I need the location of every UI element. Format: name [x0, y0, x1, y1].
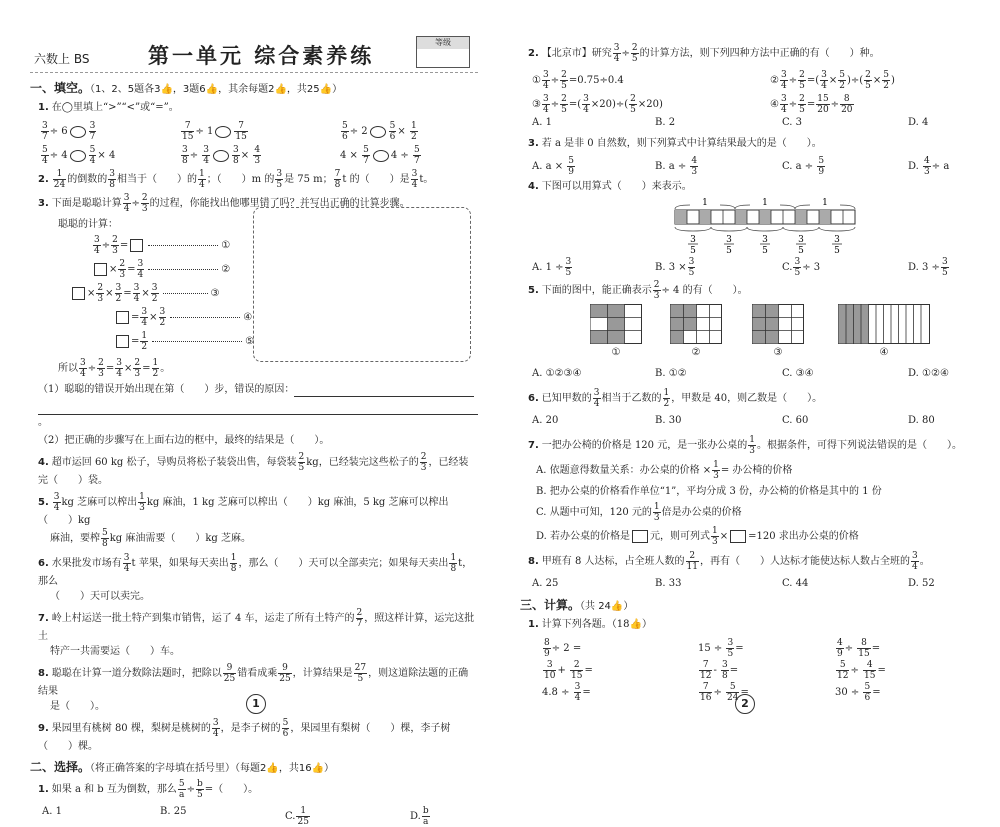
option-b[interactable]: B. 3 × $\frac{3}{5}$ — [655, 257, 695, 278]
answer-box[interactable] — [130, 239, 143, 252]
fraction-strip-svg — [655, 197, 895, 255]
svg-text:1: 1 — [822, 198, 828, 208]
svg-text:5: 5 — [690, 246, 696, 255]
answer-line[interactable] — [294, 396, 474, 397]
option-r7-d[interactable]: D. 若办公桌的价格是 元，则可列式 $\frac{1}{3}$ × =120 求出办公桌的价格 — [536, 526, 859, 547]
page-number-left: 1 — [246, 694, 266, 714]
svg-text:3: 3 — [690, 235, 696, 245]
svg-text:3: 3 — [762, 235, 768, 245]
option-a[interactable]: A. 1 — [532, 117, 552, 128]
option-d[interactable]: D. $\frac{4}{3}$ ÷ a — [908, 156, 950, 177]
option-b[interactable]: B. 33 — [655, 578, 682, 589]
option-b[interactable]: B. 30 — [655, 415, 682, 426]
compare-circle[interactable] — [213, 150, 229, 162]
calc-steps: $\frac{3}{4}$ ÷ $\frac{2}{3}$ = ① × $\frac{2}{3}$ = $\frac{3}{4}$ ② × $\frac{2}{3}$ × $\frac{3}{2}$ = $\frac{3}{4}$ × $\frac{3}{2}$ ③ = $\frac{3}{4}$ × $\frac{3}{2}$ ④ = $\frac{1}{2}$ ⑤ — [30, 235, 478, 355]
svg-text:3: 3 — [726, 235, 732, 245]
method-row-2: ③ $\frac{3}{4}$ ÷ $\frac{2}{5}$ =( $\frac{3}{4}$ ×20)÷( $\frac{2}{5}$ ×20) ④ $\frac{3}{4}$ ÷ $\frac{2}{5}$ = $\frac{15}{20}$ ÷ $\frac{8}{20}$ — [532, 94, 853, 115]
option-b[interactable]: B. 2 — [655, 117, 676, 128]
calc-row-3: 4.8 ÷ $\frac{3}{4}$ = $\frac{7}{16}$ ÷ $\frac{5}{24}$ = 30 ÷ $\frac{5}{6}$ = — [542, 682, 881, 703]
answer-box[interactable] — [72, 287, 85, 300]
option-c[interactable]: C. 44 — [782, 578, 809, 589]
page-header — [30, 40, 478, 73]
calc-row-1: $\frac{8}{9}$ ÷ 2 = 15 ÷ $\frac{3}{5}$ = $\frac{4}{9}$ ÷ $\frac{8}{15}$ = — [544, 638, 881, 659]
compare-row-2: $\frac{5}{4}$ ÷ 4 $\frac{5}{4}$ × 4 $\frac{3}{8}$ ÷ $\frac{3}{4}$ $\frac{3}{8}$ × $\frac{4}{3}$ 4 × $\frac{5}{7}$ 4 ÷ $\frac{5}{7}$ — [42, 145, 420, 166]
question-r6: 6. 已知甲数的 $\frac{3}{4}$ 相当于乙数的 $\frac{1}{2}$ ，甲数是 40，则乙数是（ ）。 — [528, 388, 823, 409]
grade-label: 等级 — [417, 37, 469, 49]
answer-box[interactable] — [116, 335, 129, 348]
question-r5: 5. 下面的图中，能正确表示 $\frac{2}{3}$ ÷ 4 的有（ ）。 — [528, 280, 748, 301]
option-c[interactable]: C. 3 — [782, 117, 803, 128]
figure-1: ① — [590, 304, 642, 358]
question-8: 8. 聪聪在计算一道分数除法题时，把除以 $\frac{9}{25}$ 错看成乘 $\frac{9}{25}$ ，计算结果是 $\frac{27}{5}$ ，则这道除法题的正确结果 是（ ）。 — [38, 663, 469, 712]
compare-row-1: $\frac{3}{7}$ ÷ 6 $\frac{3}{7}$ $\frac{7}{15}$ ÷ 1 $\frac{7}{15}$ $\frac{5}{6}$ ÷ 2 $\frac{5}{6}$ × $\frac{1}{2}$ — [42, 121, 417, 142]
compare-circle[interactable] — [370, 126, 386, 138]
right-page — [500, 0, 1000, 735]
question-r8: 8. 甲班有 8 人达标，占全班人数的 $\frac{2}{11}$ ，再有（ ）人达标才能使达标人数占全班的 $\frac{3}{4}$ 。 — [528, 551, 930, 572]
answer-box[interactable] — [116, 311, 129, 324]
option-d[interactable]: D. 52 — [908, 578, 935, 589]
svg-text:1: 1 — [702, 198, 708, 208]
option-d[interactable]: D. 3 ÷ $\frac{3}{5}$ — [908, 257, 948, 278]
options-r5 — [520, 366, 972, 384]
calc-conclusion: 所以 $\frac{3}{4}$ ÷ $\frac{2}{3}$ = $\frac{3}{4}$ × $\frac{2}{3}$ = $\frac{1}{2}$ 。 — [58, 358, 171, 379]
option-r7-a[interactable]: A. 依题意得数量关系：办公桌的价格 × $\frac{1}{3}$ = 办公椅的价格 — [536, 460, 793, 481]
option-d[interactable]: D. ①②④ — [908, 368, 949, 379]
question-choice-1: 1. 如果 a 和 b 互为倒数，那么 $\frac{5}{a}$ ÷ $\frac{b}{5}$ =（ ）。 — [38, 779, 259, 800]
question-6: 6. 水果批发市场有 $\frac{3}{4}$ t 苹果，如果每天卖出 $\frac{1}{8}$ ，那么（ ）天可以全部卖完；如果每天卖出 $\frac{1}{8}$ t，那么 （ ）天可以卖完。 — [38, 553, 473, 602]
options-r4 — [520, 255, 972, 277]
question-1: 1. 在◯里填上“>”“<”或“=”。 — [38, 102, 179, 113]
method-row-1: ① $\frac{3}{4}$ ÷ $\frac{2}{5}$ =0.75÷0.4 ② $\frac{3}{4}$ ÷ $\frac{2}{5}$ =( $\frac{3}{4}$ × $\frac{5}{2}$ )÷( $\frac{2}{5}$ × $\frac{5}{2}$ ) — [532, 70, 895, 91]
svg-text:5: 5 — [762, 246, 768, 255]
option-a[interactable]: A. 1 ÷ $\frac{3}{5}$ — [532, 257, 572, 278]
question-calc-1: 1. 计算下列各题。（18👍） — [528, 619, 652, 630]
options-r2 — [520, 115, 972, 133]
svg-text:3: 3 — [834, 235, 840, 245]
question-5: 5. $\frac{3}{4}$ kg 芝麻可以榨出 $\frac{1}{3}$ kg 麻油，1 kg 芝麻可以榨出（ ）kg 麻油，5 kg 芝麻可以榨出（ ）kg 麻油，要榨 $\frac{5}{8}$ kg 麻油需要（ ）kg 芝麻。 — [38, 492, 449, 549]
question-3-sub2: （2）把正确的步骤写在上面右边的框中，最终的结果是（ ）。 — [38, 435, 330, 446]
options-r6 — [520, 413, 972, 431]
option-r7-c[interactable]: C. 从题中可知，120 元的 $\frac{1}{3}$ 倍是办公桌的价格 — [536, 502, 742, 523]
option-a[interactable]: A. a × $\frac{5}{9}$ — [532, 156, 575, 177]
question-r4: 4. 下图可以用算式（ ）来表示。 — [528, 181, 692, 192]
option-b[interactable]: B. 25 — [160, 806, 187, 817]
subject-label: 六数上 BS — [34, 52, 90, 66]
option-d[interactable]: D. $\frac{b}{a}$ — [410, 806, 429, 827]
option-a[interactable]: A. 1 — [42, 806, 62, 817]
question-9: 9. 果园里有桃树 80 棵，梨树是桃树的 $\frac{3}{4}$ ，是李子树的 $\frac{5}{6}$ ，果园里有梨树（ ）棵，李子树（ ）棵。 — [38, 718, 451, 752]
option-r7-b[interactable]: B. 把办公桌的价格看作单位“1”，平均分成 3 份，办公椅的价格是其中的 1 份 — [536, 486, 882, 497]
question-3: 3. 下面是聪聪计算 $\frac{3}{4}$ ÷ $\frac{2}{3}$ 的过程，你能找出他哪里错了吗？并写出正确的计算步骤。 — [38, 193, 410, 214]
option-c[interactable]: C. ③④ — [782, 368, 814, 379]
svg-text:1: 1 — [762, 198, 768, 208]
option-b[interactable]: B. ①② — [655, 368, 687, 379]
option-d[interactable]: D. 80 — [908, 415, 935, 426]
answer-area-box[interactable] — [253, 207, 471, 362]
svg-text:5: 5 — [798, 246, 804, 255]
compare-circle[interactable] — [70, 126, 86, 138]
answer-line-full[interactable]: 。 — [38, 400, 478, 430]
option-a[interactable]: A. 20 — [532, 415, 559, 426]
page-number-right: 2 — [735, 694, 755, 714]
figures-r5 — [520, 304, 972, 366]
question-7: 7. 岭上村运送一批土特产到集市销售，运了 4 车，运走了所有土特产的 $\frac{2}{7}$ ，照这样计算，运完这批土 特产一共需要运（ ）车。 — [38, 608, 475, 657]
figure-2: ② — [670, 304, 722, 358]
option-b[interactable]: B. a ÷ $\frac{4}{3}$ — [655, 156, 698, 177]
svg-text:5: 5 — [726, 246, 732, 255]
option-c[interactable]: C. $\frac{1}{25}$ — [285, 806, 309, 827]
compare-circle[interactable] — [215, 126, 231, 138]
options-r8 — [520, 576, 972, 594]
calc-row-2: $\frac{3}{10}$ + $\frac{2}{15}$ = $\frac{7}{12}$ - $\frac{3}{8}$ = $\frac{5}{12}$ ÷ $\frac{4}{15}$ = — [544, 660, 886, 681]
compare-circle[interactable] — [373, 150, 389, 162]
question-r3: 3. 若 a 是非 0 自然数，则下列算式中计算结果最大的是（ ）。 — [528, 138, 822, 149]
compare-circle[interactable] — [70, 150, 86, 162]
calc-label: 聪聪的计算： — [58, 219, 118, 230]
question-2: 2. $\frac{1}{24}$ 的倒数的 $\frac{3}{8}$ 相当于（ ）的 $\frac{1}{4}$ ；（ ）m 的 $\frac{3}{5}$ 是 75 m； $\frac{7}{8}$ t 的（ ）是 $\frac{3}{4}$ t。 — [38, 169, 434, 190]
question-r2: 2. 【北京市】研究 $\frac{3}{4}$ ÷ $\frac{2}{5}$ 的计算方法，则下列四种方法中正确的有（ ）种。 — [528, 43, 880, 64]
svg-text:5: 5 — [834, 246, 840, 255]
question-3-sub1: （1）聪聪的错误开始出现在第（ ）步，错误的原因： — [38, 382, 478, 397]
question-4: 4. 超市运回 60 kg 松子，导购员将松子装袋出售，每袋装 $\frac{2}{5}$ kg，已经装完这些松子的 $\frac{2}{3}$ ，已经装完（ ）袋。 — [38, 452, 469, 486]
grade-box[interactable] — [416, 36, 470, 68]
fraction-strip-figure — [520, 197, 972, 255]
figure-4: ④ — [838, 304, 930, 358]
svg-text:3: 3 — [798, 235, 804, 245]
option-d[interactable]: D. 4 — [908, 117, 929, 128]
option-c[interactable]: C. $\frac{3}{5}$ ÷ 3 — [782, 257, 821, 278]
option-a[interactable]: A. 25 — [532, 578, 559, 589]
choice-options — [30, 804, 478, 827]
question-r7: 7. 一把办公椅的价格是 120 元，是一张办公桌的 $\frac{1}{3}$ 。根据条件，可得下列说法错误的是（ ）。 — [528, 435, 962, 456]
options-r3 — [520, 154, 972, 176]
section-choice: 二、选择。（将正确答案的字母填在括号里）（每题2👍，共16👍） — [30, 760, 335, 774]
page-title: 第一单元 综合素养练 — [148, 43, 375, 68]
figure-3: ③ — [752, 304, 804, 358]
option-c[interactable]: C. 60 — [782, 415, 809, 426]
option-c[interactable]: C. a ÷ $\frac{5}{9}$ — [782, 156, 825, 177]
section-calculation: 三、计算。（共 24👍） — [520, 598, 634, 612]
option-a[interactable]: A. ①②③④ — [532, 368, 582, 379]
answer-box[interactable] — [94, 263, 107, 276]
section-fill-blank: 一、填空。（1、2、5题各3👍，3题6👍，其余每题2👍，共25👍） — [30, 81, 343, 95]
